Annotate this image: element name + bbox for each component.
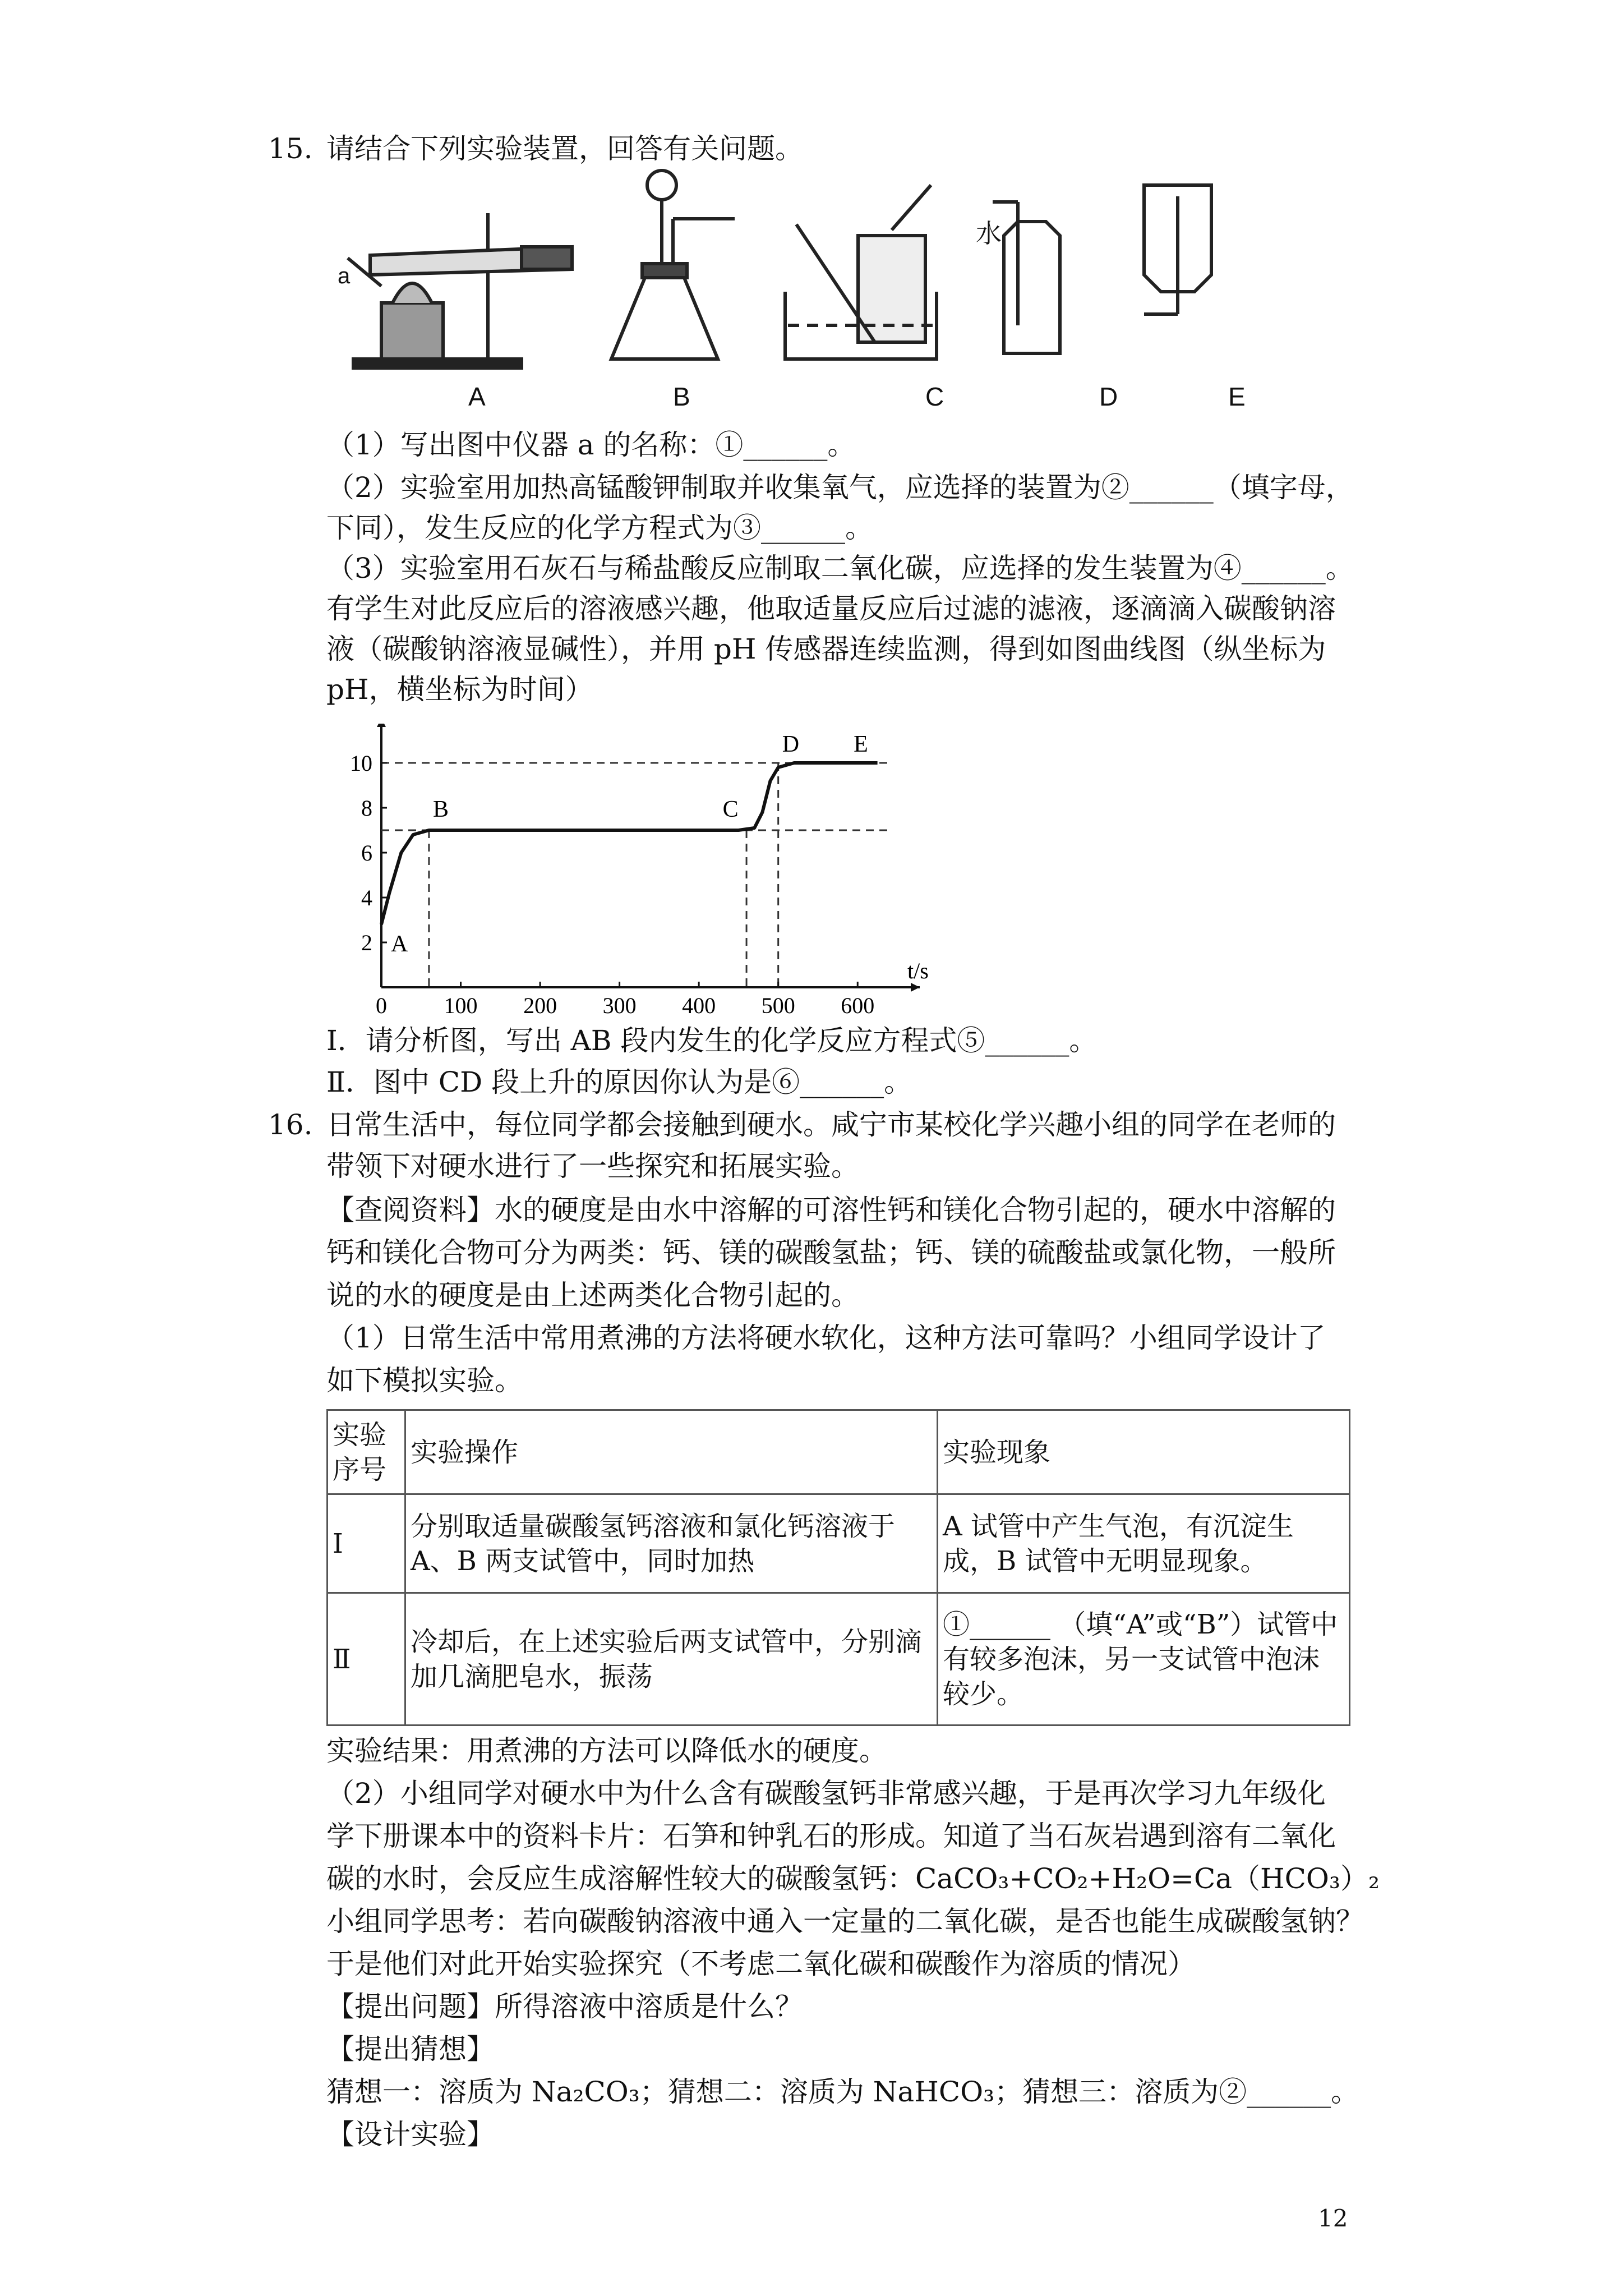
- q16-question: 【提出问题】所得溶液中溶质是什么？: [326, 1990, 803, 2023]
- q16-line6: （1）日常生活中常用煮沸的方法将硬水软化，这种方法可靠吗？小组同学设计了: [326, 1322, 1326, 1354]
- experiment-table: [326, 1409, 1350, 1726]
- q16-p2-line2: 学下册课本中的资料卡片：石笋和钟乳石的形成。知道了当石灰岩遇到溶有二氧化: [326, 1820, 1336, 1852]
- table-cell: 冷却后，在上述实验后两支试管中，分别滴加几滴肥皂水，振荡: [405, 1593, 938, 1726]
- apparatus-d: [993, 202, 1060, 353]
- instrument-a-label: a: [338, 264, 351, 288]
- q15-question-i: Ⅰ．请分析图，写出 AB 段内发生的化学反应方程式⑤______。: [326, 1024, 1098, 1057]
- x-tick-label: 0: [376, 993, 387, 1018]
- point-label: E: [854, 731, 868, 757]
- apparatus-label-b: B: [673, 382, 690, 411]
- q15-p3-line3: 液（碳酸钠溶液显碱性），并用 pH 传感器连续监测，得到如图曲线图（纵坐标为: [326, 633, 1326, 665]
- q16-p2-line5: 于是他们对此开始实验探究（不考虑二氧化碳和碳酸作为溶质的情况）: [326, 1948, 1196, 1980]
- ph-chart: [331, 724, 959, 1027]
- x-tick-label: 300: [602, 993, 637, 1018]
- apparatus-c: [785, 185, 937, 359]
- q16-line3: 【查阅资料】水的硬度是由水中溶解的可溶性钙和镁化合物引起的，硬水中溶解的: [326, 1194, 1336, 1226]
- water-label: 水: [976, 219, 1002, 248]
- apparatus-label-d: D: [1099, 382, 1118, 411]
- table-row: [328, 1593, 1350, 1726]
- apparatus-b: [611, 171, 735, 359]
- y-tick-label: 2: [361, 930, 372, 955]
- x-tick-label: 500: [761, 993, 795, 1018]
- point-label: A: [390, 931, 408, 957]
- q16-p2-line4: 小组同学思考：若向碳酸钠溶液中通入一定量的二氧化碳，是否也能生成碳酸氢钠？: [326, 1905, 1364, 1938]
- q16-hypothesis: 【提出猜想】: [326, 2033, 495, 2065]
- table-cell: Ⅰ: [328, 1494, 405, 1593]
- apparatus-label-a: A: [468, 382, 486, 411]
- q16-result: 实验结果：用煮沸的方法可以降低水的硬度。: [326, 1734, 887, 1767]
- q16-p2-line3: 碳的水时，会反应生成溶解性较大的碳酸氢钙：CaCO₃+CO₂+H₂O=Ca（HCO₃）₂: [326, 1862, 1380, 1895]
- table-cell: Ⅱ: [328, 1593, 405, 1726]
- q15-stem: 请结合下列实验装置，回答有关问题。: [326, 132, 803, 165]
- q16-number: 16.: [268, 1108, 313, 1141]
- point-label: C: [722, 797, 739, 822]
- point-label: B: [433, 797, 449, 822]
- table-header-row: [328, 1410, 1350, 1494]
- table-cell: 分别取适量碳酸氢钙溶液和氯化钙溶液于 A、B 两支试管中，同时加热: [405, 1494, 938, 1593]
- y-axis-arrow: [377, 724, 386, 727]
- q16-line4: 钙和镁化合物可分为两类：钙、镁的碳酸氢盐；钙、镁的硫酸盐或氯化物，一般所: [326, 1236, 1336, 1269]
- page-number: 12: [1318, 2205, 1348, 2232]
- q15-question-ii: Ⅱ．图中 CD 段上升的原因你认为是⑥______。: [326, 1066, 912, 1098]
- apparatus-e: [1144, 185, 1211, 314]
- q15-p1: （1）写出图中仪器 a 的名称：①______。: [326, 429, 856, 461]
- table-row: [328, 1494, 1350, 1593]
- q16-guess: 猜想一：溶质为 Na₂CO₃；猜想二：溶质为 NaHCO₃；猜想三：溶质为②______。: [326, 2076, 1359, 2108]
- table-header-cell: 实验现象: [938, 1410, 1350, 1494]
- y-tick-label: 6: [361, 840, 372, 866]
- q15-p3-line2: 有学生对此反应后的溶液感兴趣，他取适量反应后过滤的滤液，逐滴滴入碳酸钠溶: [326, 592, 1336, 625]
- q16-p2-line1: （2）小组同学对硬水中为什么含有碳酸氢钙非常感兴趣，于是再次学习九年级化: [326, 1777, 1326, 1810]
- table-header-cell: 实验操作: [405, 1410, 938, 1494]
- x-tick-label: 400: [682, 993, 716, 1018]
- q15-p2-line2: 下同），发生反应的化学方程式为③______。: [326, 512, 873, 544]
- x-tick-label: 100: [444, 993, 478, 1018]
- x-axis-arrow: [911, 983, 920, 992]
- q16-design: 【设计实验】: [326, 2118, 495, 2151]
- ph-curve: [381, 763, 878, 924]
- apparatus-label-c: C: [925, 382, 944, 411]
- y-tick-label: 10: [350, 751, 372, 776]
- y-tick-label: 8: [361, 795, 372, 821]
- q16-line2: 带领下对硬水进行了一些探究和拓展实验。: [326, 1150, 859, 1182]
- q15-p2-line1: （2）实验室用加热高锰酸钾制取并收集氧气，应选择的装置为②______（填字母，: [326, 471, 1354, 504]
- q15-number: 15.: [268, 132, 313, 165]
- q16-line7: 如下模拟实验。: [326, 1364, 523, 1397]
- q16-line1: 日常生活中，每位同学都会接触到硬水。咸宁市某校化学兴趣小组的同学在老师的: [326, 1108, 1336, 1141]
- x-tick-label: 200: [523, 993, 557, 1018]
- q15-p3-line4: pH，横坐标为时间）: [326, 673, 593, 706]
- table-header-cell: 实验序号: [328, 1410, 405, 1494]
- q15-p3-line1: （3）实验室用石灰石与稀盐酸反应制取二氧化碳，应选择的发生装置为④______。: [326, 552, 1354, 585]
- table-cell: ①______ （填“A”或“B”）试管中有较多泡沫，另一支试管中泡沫较少。: [938, 1593, 1350, 1726]
- q16-line5: 说的水的硬度是由上述两类化合物引起的。: [326, 1279, 859, 1312]
- point-label: D: [782, 731, 800, 757]
- x-tick-label: 600: [841, 993, 875, 1018]
- y-tick-label: 4: [361, 885, 372, 910]
- apparatus-a: [348, 213, 572, 368]
- x-axis-label: t/s: [907, 958, 929, 983]
- apparatus-label-e: E: [1228, 382, 1246, 411]
- table-cell: A 试管中产生气泡，有沉淀生成，B 试管中无明显现象。: [938, 1494, 1350, 1593]
